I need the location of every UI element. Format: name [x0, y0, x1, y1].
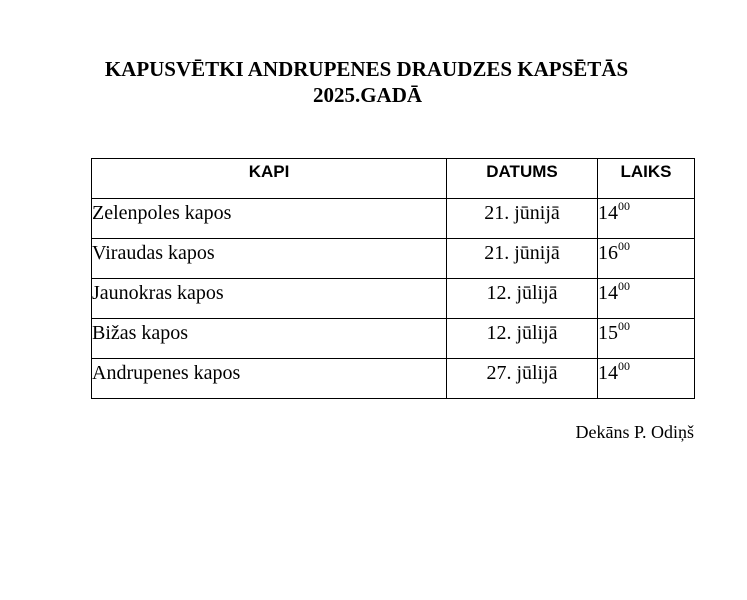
date-cell: 12. jūlijā: [447, 319, 598, 359]
table-row: [92, 279, 695, 319]
time-hour: 14: [598, 202, 618, 224]
cemetery-cell: Bižas kapos: [92, 319, 447, 359]
time-cell: [598, 239, 695, 279]
signature: Dekāns P. Odiņš: [575, 422, 694, 442]
header-datums: DATUMS: [447, 159, 598, 199]
table-row: [92, 359, 695, 399]
time-hour: 14: [598, 282, 618, 304]
header-laiks: LAIKS: [598, 159, 695, 199]
time-minutes: 00: [618, 279, 630, 293]
time-cell: [598, 359, 695, 399]
time-cell: [598, 279, 695, 319]
document-title: [0, 56, 747, 108]
table-row: [92, 239, 695, 279]
time-cell: [598, 319, 695, 359]
date-cell: 27. jūlijā: [447, 359, 598, 399]
time-minutes: 00: [618, 199, 630, 213]
table-header-row: [92, 159, 695, 199]
time-cell: [598, 199, 695, 239]
table-row: [92, 199, 695, 239]
cemetery-cell: Andrupenes kapos: [92, 359, 447, 399]
time-hour: 14: [598, 362, 618, 384]
time-hour: 15: [598, 322, 618, 344]
title-line-2: 2025.GADĀ: [312, 83, 423, 107]
date-cell: 21. jūnijā: [447, 199, 598, 239]
time-minutes: 00: [618, 239, 630, 253]
cemetery-cell: Jaunokras kapos: [92, 279, 447, 319]
cemetery-cell: Zelenpoles kapos: [92, 199, 447, 239]
header-kapi: KAPI: [92, 159, 447, 199]
schedule-table: [91, 158, 695, 399]
table-row: [92, 319, 695, 359]
time-minutes: 00: [618, 359, 630, 373]
date-cell: 12. jūlijā: [447, 279, 598, 319]
cemetery-cell: Viraudas kapos: [92, 239, 447, 279]
date-cell: 21. jūnijā: [447, 239, 598, 279]
time-hour: 16: [598, 242, 618, 264]
title-line-1: KAPUSVĒTKI ANDRUPENES DRAUDZES KAPSĒTĀS: [104, 57, 629, 81]
time-minutes: 00: [618, 319, 630, 333]
